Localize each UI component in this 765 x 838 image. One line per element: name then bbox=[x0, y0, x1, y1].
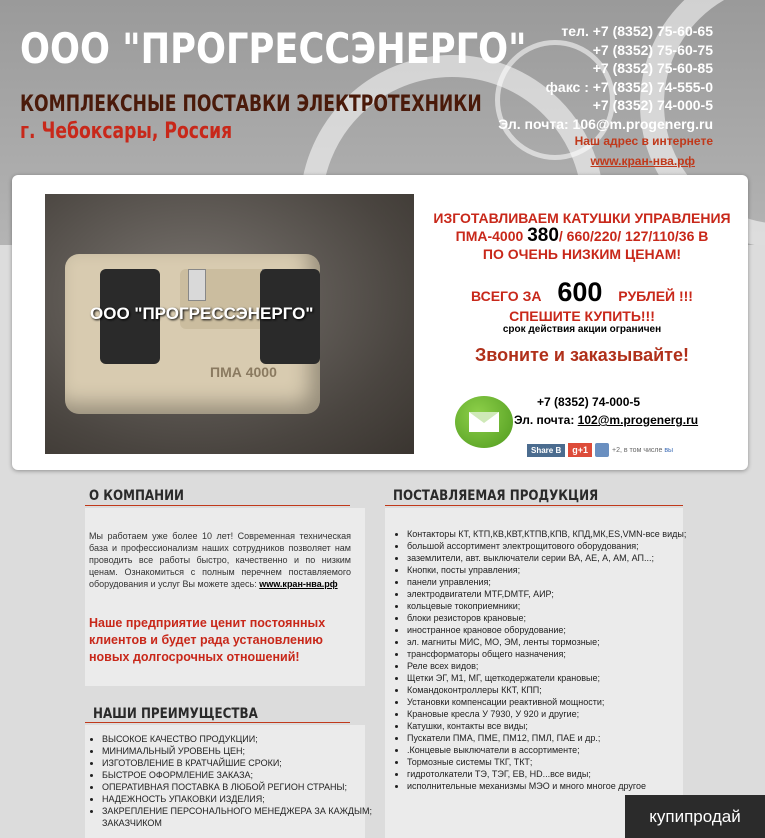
about-title: О КОМПАНИИ bbox=[89, 488, 185, 504]
advantage-item: • ЗАКРЕПЛЕНИЕ ПЕРСОНАЛЬНОГО МЕНЕДЖЕРА ЗА КАЖДЫМ; ЗАКАЗЧИКОМ bbox=[102, 805, 384, 829]
contact-line: +7 (8352) 74-000-5 bbox=[592, 97, 713, 113]
price-prefix: ВСЕГО ЗА bbox=[471, 288, 542, 304]
share-label: Share bbox=[531, 445, 554, 455]
products-list bbox=[391, 528, 689, 792]
product-item: • кольцевые токоприемники; bbox=[407, 600, 689, 612]
contact-line: +7 (8352) 75-60-75 bbox=[592, 41, 713, 58]
about-body: Мы работаем уже более 10 лет! Современная техническая база и профессионализм наших сотрудников позволяет нам проводить все работы быстро, качественно и по низким ценам. Ознакомиться с полным перечнем поставляемого оборудования и услуг Вы можете здесь: bbox=[89, 531, 351, 589]
contact-line: +7 (8352) 75-60-85 bbox=[592, 60, 713, 76]
share-you-link[interactable]: вы bbox=[664, 446, 674, 454]
tagline: КОМПЛЕКСНЫЕ ПОСТАВКИ ЭЛЕКТРОТЕХНИКИ bbox=[20, 92, 482, 117]
product-item: • электродвигатели MTF,DMTF, АИР; bbox=[407, 588, 689, 600]
product-photo bbox=[45, 194, 414, 454]
products-rule bbox=[385, 505, 683, 506]
city: г. Чебоксары, Россия bbox=[20, 119, 233, 144]
price-suffix: РУБЛЕЙ !!! bbox=[618, 288, 693, 304]
email-domain: @m.progenerg.ru bbox=[597, 413, 699, 427]
address-link[interactable]: www.кран-нва.рф bbox=[590, 154, 695, 168]
product-item: • Установки компенсации реактивной мощности; bbox=[407, 696, 689, 708]
advantages-title: НАШИ ПРЕИМУЩЕСТВА bbox=[93, 706, 258, 722]
company-title: ООО "ПРОГРЕССЭНЕРГО" bbox=[20, 24, 527, 73]
contact-email[interactable]: Эл. почта: 106@m.progenerg.ru bbox=[498, 115, 713, 132]
product-item: • исполнительные механизмы МЭО и много многое другое bbox=[407, 780, 689, 792]
promo-voltages: / 660/220/ 127/110/36 В bbox=[558, 228, 709, 244]
site-badge: купипродай bbox=[625, 795, 765, 838]
product-item: • трансформаторы общего назначения; bbox=[407, 648, 689, 660]
product-item: • .Концевые выключатели в ассортименте; bbox=[407, 744, 689, 756]
promo-phone: +7 (8352) 74-000-5 bbox=[537, 395, 641, 409]
product-item: • Реле всех видов; bbox=[407, 660, 689, 672]
envelope-icon bbox=[469, 412, 499, 432]
gplus-button[interactable]: g+1 bbox=[568, 443, 592, 457]
about-link[interactable]: www.кран-нва.рф bbox=[259, 579, 338, 589]
share-text bbox=[612, 447, 673, 454]
share-count: +2, в том числе bbox=[612, 446, 663, 454]
header-contacts bbox=[498, 22, 713, 133]
product-item: • большой ассортимент электрощитового оборудования; bbox=[407, 540, 689, 552]
share-row bbox=[527, 443, 673, 457]
about-rule bbox=[85, 505, 350, 506]
products-title: ПОСТАВЛЯЕМАЯ ПРОДУКЦИЯ bbox=[393, 488, 599, 504]
contact-line: тел. +7 (8352) 75-60-65 bbox=[561, 23, 713, 39]
advantage-item: • БЫСТРОЕ ОФОРМЛЕНИЕ ЗАКАЗА; bbox=[102, 769, 384, 781]
advantages-rule bbox=[85, 722, 350, 723]
call-to-action: Звоните и заказывайте! bbox=[475, 345, 689, 365]
product-item: • блоки резисторов крановые; bbox=[407, 612, 689, 624]
price-line bbox=[432, 277, 732, 308]
advantage-item: • ИЗГОТОВЛЕНИЕ В КРАТЧАЙШИЕ СРОКИ; bbox=[102, 757, 384, 769]
coil-terminal bbox=[188, 269, 206, 301]
advantage-item: • МИНИМАЛЬНЫЙ УРОВЕНЬ ЦЕН; bbox=[102, 745, 384, 757]
contact-line: факс : +7 (8352) 74-555-0 bbox=[545, 78, 713, 95]
validity-text: срок действия акции ограничен bbox=[502, 324, 662, 335]
promo-email[interactable] bbox=[514, 413, 698, 427]
vk-icon: В bbox=[555, 445, 562, 455]
advantage-item: • ОПЕРАТИВНАЯ ПОСТАВКА В ЛЮБОЙ РЕГИОН СТРАНЫ; bbox=[102, 781, 384, 793]
advantages-list bbox=[86, 733, 384, 829]
photo-watermark: ООО "ПРОГРЕССЭНЕРГО" bbox=[90, 304, 314, 323]
advantage-item: • НАДЕЖНОСТЬ УПАКОВКИ ИЗДЕЛИЯ; bbox=[102, 793, 384, 805]
email-num: 102 bbox=[577, 413, 598, 427]
product-item: • панели управления; bbox=[407, 576, 689, 588]
product-item: • Щетки ЭГ, М1, МГ, щеткодержатели крановые; bbox=[407, 672, 689, 684]
product-item: • Пускатели ПМА, ПМЕ, ПМ12, ПМЛ, ПАЕ и др.; bbox=[407, 732, 689, 744]
advantage-item: • ВЫСОКОЕ КАЧЕСТВО ПРОДУКЦИИ; bbox=[102, 733, 384, 745]
product-item: • иностранное крановое оборудование; bbox=[407, 624, 689, 636]
promo-line2 bbox=[432, 227, 732, 245]
share-button[interactable] bbox=[527, 444, 565, 457]
product-item: • Контакторы КТ, КТП,КВ,КВТ,КТПВ,КПВ, КПД,МК,ES,VMN-все виды; bbox=[407, 528, 689, 540]
promo-model: ПМА-4000 bbox=[455, 228, 524, 244]
about-emphasis: Наше предприятие ценит постоянных клиентов и будет рада установлению новых долгосрочных отношений! bbox=[89, 616, 326, 664]
promo-line3: ПО ОЧЕНЬ НИЗКИМ ЦЕНАМ! bbox=[482, 246, 682, 262]
promo-text bbox=[432, 209, 732, 366]
mail-icon[interactable] bbox=[455, 396, 513, 448]
promo-line1: ИЗГОТАВЛИВАЕМ КАТУШКИ УПРАВЛЕНИЯ bbox=[433, 210, 731, 226]
about-text bbox=[89, 530, 351, 590]
coil-label: ПМА 4000 bbox=[210, 364, 277, 380]
product-item: • Тормозные системы ТКГ, ТКТ; bbox=[407, 756, 689, 768]
product-item: • эл. магниты МИС, МО, ЭМ, ленты тормозные; bbox=[407, 636, 689, 648]
price-amount: 600 bbox=[557, 277, 603, 307]
hurry-text: СПЕШИТЕ КУПИТЬ!!! bbox=[509, 308, 655, 324]
product-item: • заземлители, авт. выключатели серии ВА, АЕ, А, АМ, АП...; bbox=[407, 552, 689, 564]
product-item: • гидротолкатели ТЭ, ТЭГ, ЕВ, НD...все виды; bbox=[407, 768, 689, 780]
product-item: • Командоконтроллеры ККТ, КПП; bbox=[407, 684, 689, 696]
promo-voltage: 380 bbox=[527, 225, 559, 246]
user-icon bbox=[595, 443, 609, 457]
product-item: • Катушки, контакты все виды; bbox=[407, 720, 689, 732]
promo-banner bbox=[12, 175, 748, 470]
address-label: Наш адрес в интернете bbox=[574, 134, 713, 148]
product-item: • Кнопки, посты управления; bbox=[407, 564, 689, 576]
email-prefix: Эл. почта: bbox=[514, 413, 575, 427]
product-item: • Крановые кресла У 7930, У 920 и другие; bbox=[407, 708, 689, 720]
